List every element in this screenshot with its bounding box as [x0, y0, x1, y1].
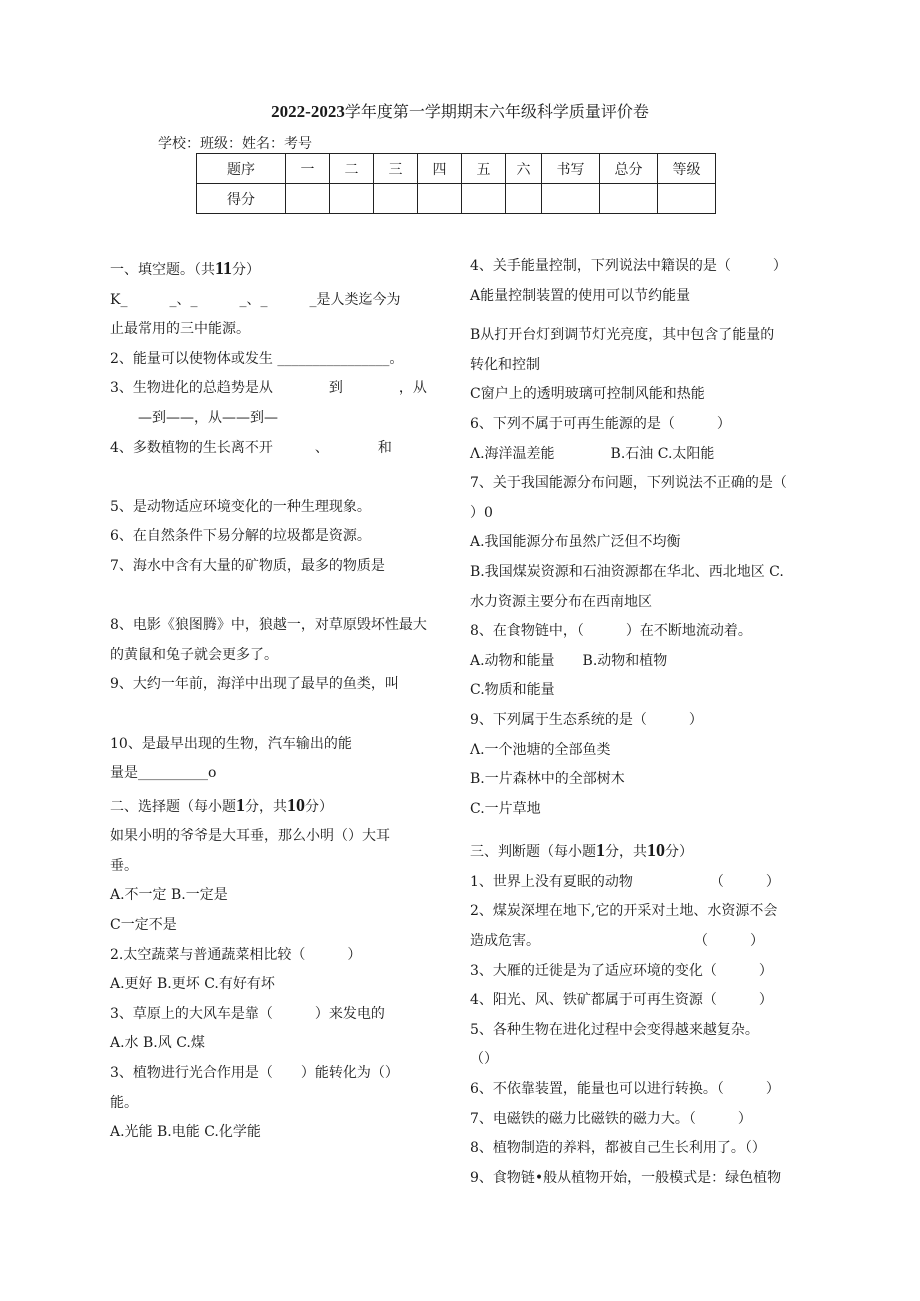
question-line: 10、是最早出现的生物，汽车输出的能: [110, 735, 352, 752]
score-cell[interactable]: [600, 184, 658, 214]
option-line: B.我国煤炭资源和石油资源都在华北、西北地区 C.: [470, 563, 784, 580]
question-line: 4、关手能量控制，下列说法中籍误的是（ ）: [470, 258, 787, 274]
option-line: Λ.一个池塘的全部鱼类: [470, 741, 611, 758]
score-cell[interactable]: [418, 184, 462, 214]
question-line: 量是__________o: [110, 765, 217, 782]
score-cell[interactable]: [286, 184, 330, 214]
question-line: 4、多数植物的生长离不开 、 和: [110, 439, 392, 456]
judgement-line: 1、世界上没有夏眠的动物 （ ）: [470, 873, 780, 890]
option-line: 水力资源主要分布在西南地区: [470, 593, 652, 610]
question-line: ）0: [470, 504, 493, 521]
header-cell: 一: [286, 154, 330, 184]
score-cell[interactable]: [542, 184, 600, 214]
question-line: 垂。: [110, 857, 138, 874]
score-cell[interactable]: [658, 184, 716, 214]
header-cell: 题序: [197, 154, 286, 184]
question-line: 7、关于我国能源分布问题，下列说法不正确的是（: [470, 475, 787, 492]
question-line: 3、草原上的大风车是靠（ ）来发电的: [110, 1005, 385, 1022]
score-cell[interactable]: [374, 184, 418, 214]
header-cell: 书写: [542, 154, 600, 184]
option-line: C.物质和能量: [470, 682, 555, 699]
question-line: 如果小明的爷爷是大耳垂，那么小明（）大耳: [110, 828, 390, 845]
option-line: A能量控制装置的使用可以节约能量: [470, 287, 691, 304]
header-cell: 六: [506, 154, 542, 184]
score-cell[interactable]: [330, 184, 374, 214]
option-line: C窗户上的透明玻璃可控制风能和热能: [470, 386, 705, 403]
score-cell[interactable]: [506, 184, 542, 214]
question-line: 6、在自然条件下易分解的垃圾都是资源。: [110, 528, 371, 545]
question-line: 3、植物进行光合作用是（ ）能转化为（）: [110, 1065, 399, 1082]
question-line: 9、大约一年前，海洋中出现了最早的鱼类，叫: [110, 676, 399, 693]
section-2-title: 二、选择题（每小题1分，共10分）: [110, 794, 333, 815]
question-line: 8、电影《狼图腾》中，狼越一，对草原毁坏性最大: [110, 617, 427, 634]
question-line: 2、能量可以使物体或发生 ________________。: [110, 350, 404, 367]
option-line: A.不一定 B.一定是: [110, 887, 228, 904]
judgement-line: 6、不依靠装置，能量也可以进行转换。（ ）: [470, 1081, 780, 1098]
judgement-line: （）: [470, 1051, 498, 1068]
section-1-title: 一、填空题。（共11分）: [110, 258, 261, 278]
option-line: B.一片森林中的全部树木: [470, 771, 625, 788]
question-line: 9、下列属于生态系统的是（ ）: [470, 711, 703, 728]
score-table-score-row: [197, 184, 716, 214]
question-line: 6、下列不属于可再生能源的是（ ）: [470, 415, 731, 432]
option-line: C一定不是: [110, 917, 177, 934]
question-line: 2.太空蔬菜与普通蔬菜相比较（ ）: [110, 946, 362, 963]
judgement-line: 3、大雁的迁徙是为了适应环境的变化（ ）: [470, 962, 773, 979]
header-cell: 四: [418, 154, 462, 184]
option-line: Λ.海洋温差能 B.石油 C.太阳能: [470, 445, 715, 462]
student-info-line: 学校：班级：姓名：考号: [158, 136, 312, 152]
question-line: 能。: [110, 1094, 138, 1111]
question-line: 5、是动物适应环境变化的一种生理现象。: [110, 498, 371, 515]
section-3-title: 三、判断题（每小题1分，共10分）: [470, 840, 693, 861]
judgement-line: 2、煤炭深埋在地下,它的开采对土地、水资源不会: [470, 903, 778, 920]
option-line: C.一片草地: [470, 800, 541, 817]
question-line: 止最常用的三中能源。: [110, 321, 250, 338]
option-line: A.更好 B.更坏 C.有好有坏: [110, 976, 275, 993]
left-column: [110, 252, 445, 1148]
option-line: 转化和控制: [470, 356, 540, 373]
judgement-line: 造成危害。 （ ）: [470, 933, 764, 950]
option-line: A.光能 B.电能 C.化学能: [110, 1124, 261, 1141]
judgement-line: 4、阳光、风、铁矿都属于可再生资源（ ）: [470, 992, 773, 1009]
exam-title: 2022-2023学年度第一学期期末六年级科学质量评价卷: [271, 102, 649, 121]
row-label-cell: 得分: [197, 184, 286, 214]
question-line: K_ _、_ _、_ _是人类迄今为: [110, 291, 401, 308]
judgement-line: 7、电磁铁的磁力比磁铁的磁力大。（ ）: [470, 1110, 752, 1127]
judgement-line: 9、食物链•般从植物开始，一般模式是：绿色植物: [470, 1169, 782, 1186]
question-line: 7、海水中含有大量的矿物质，最多的物质是: [110, 557, 385, 574]
option-line: B从打开台灯到调节灯光亮度，其中包含了能量的: [470, 327, 775, 344]
option-line: A.我国能源分布虽然广泛但不均衡: [470, 534, 681, 551]
question-line: 8、在食物链中，（ ）在不断地流动着。: [470, 623, 752, 640]
header-cell: 五: [462, 154, 506, 184]
header-cell: 等级: [658, 154, 716, 184]
judgement-line: 8、植物制造的养料，都被自己生长利用了。（）: [470, 1140, 766, 1157]
question-line: —到——，从——到—: [110, 409, 278, 426]
header-cell: 总分: [600, 154, 658, 184]
score-table-header-row: [197, 154, 716, 184]
score-cell[interactable]: [462, 184, 506, 214]
header-cell: 三: [374, 154, 418, 184]
judgement-line: 5、各种生物在进化过程中会变得越来越复杂。: [470, 1021, 759, 1038]
header-cell: 二: [330, 154, 374, 184]
question-line: 3、生物进化的总趋势是从 到 ，从: [110, 380, 427, 397]
option-line: A.水 B.风 C.煤: [110, 1035, 205, 1052]
score-table: [196, 153, 716, 214]
option-line: A.动物和能量 B.动物和植物: [470, 652, 668, 669]
question-line: 的黄鼠和兔子就会更多了。: [110, 646, 278, 663]
right-column: [470, 252, 800, 1193]
